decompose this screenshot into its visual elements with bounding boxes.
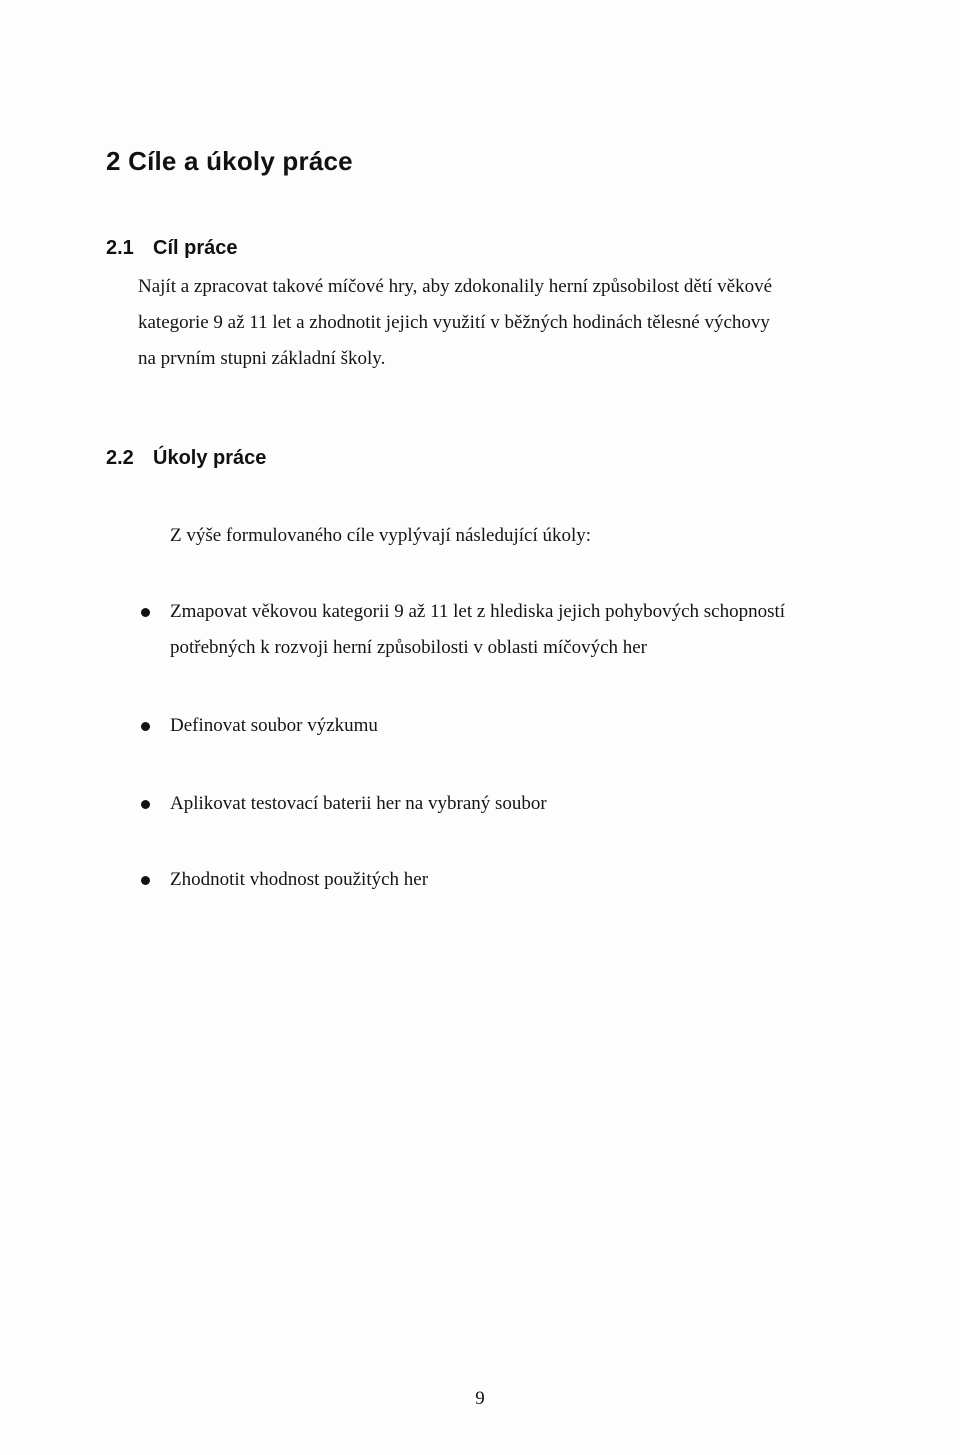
section-title: Cíl práce	[153, 237, 238, 259]
bullet-icon	[141, 800, 150, 809]
section-number: 2.1	[106, 237, 134, 259]
chapter-title: Cíle a úkoly práce	[128, 146, 353, 176]
section-heading-tasks	[106, 447, 266, 470]
bullet-icon	[141, 722, 150, 731]
chapter-number: 2	[106, 146, 121, 176]
paragraph-line: na prvním stupni základní školy.	[138, 348, 386, 369]
paragraph-line: Najít a zpracovat takové míčové hry, aby zdokonalily herní způsobilost dětí věkové	[138, 276, 773, 297]
bullet-icon	[141, 608, 150, 617]
task-line: Aplikovat testovací baterii her na vybraný soubor	[170, 793, 547, 814]
paragraph-line: kategorie 9 až 11 let a zhodnotit jejich využití v běžných hodinách tělesné výchovy	[138, 312, 770, 333]
section-title: Úkoly práce	[153, 447, 267, 469]
task-line: potřebných k rozvoji herní způsobilosti v oblasti míčových her	[170, 637, 648, 658]
task-line: Zmapovat věkovou kategorii 9 až 11 let z hlediska jejich pohybových schopností	[170, 601, 786, 622]
page-number: 9	[475, 1388, 485, 1409]
section-number: 2.2	[106, 447, 134, 469]
task-line: Definovat soubor výzkumu	[170, 715, 378, 736]
section-heading-goal	[106, 237, 237, 260]
chapter-heading	[106, 146, 353, 177]
goal-paragraph	[138, 269, 878, 377]
bullet-icon	[141, 876, 150, 885]
tasks-intro: Z výše formulovaného cíle vyplývají následující úkoly:	[170, 525, 592, 546]
task-line: Zhodnotit vhodnost použitých her	[170, 869, 429, 890]
